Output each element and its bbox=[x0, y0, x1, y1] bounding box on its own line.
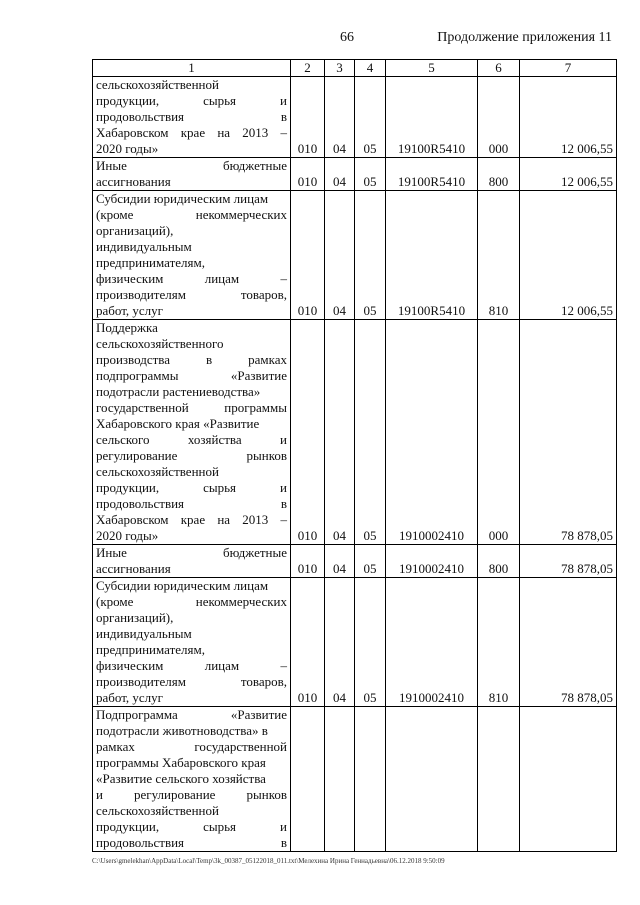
item-name-word: в bbox=[280, 109, 287, 124]
table-row bbox=[93, 77, 617, 158]
item-name-line bbox=[96, 239, 287, 255]
column-number: 6 bbox=[478, 60, 520, 77]
item-name-line bbox=[96, 642, 287, 658]
item-name-word: предпринимателям, bbox=[96, 642, 205, 657]
item-name-word: 2013 bbox=[242, 125, 269, 140]
item-name-word: рынков bbox=[246, 787, 287, 802]
item-name-word: (кроме bbox=[96, 207, 134, 222]
item-name-word: некоммерческих bbox=[195, 207, 287, 222]
item-name-line bbox=[96, 771, 287, 787]
expense-kind-cell: 810 bbox=[478, 578, 520, 707]
item-name-word: подотрасли животноводства» в bbox=[96, 723, 268, 738]
item-name-word: работ, услуг bbox=[96, 690, 164, 705]
section-cell: 04 bbox=[325, 158, 355, 191]
item-name-word: и bbox=[280, 480, 287, 495]
item-name-word: регулирование bbox=[96, 448, 178, 463]
item-name-word: 2013 bbox=[242, 512, 269, 527]
item-name-line bbox=[96, 594, 287, 610]
item-name-cell bbox=[93, 578, 291, 707]
item-name-line bbox=[96, 496, 287, 512]
item-name-cell bbox=[93, 545, 291, 578]
item-name-cell bbox=[93, 191, 291, 320]
column-number: 3 bbox=[325, 60, 355, 77]
code-cell: 010 bbox=[291, 158, 325, 191]
item-name-word: крае bbox=[180, 512, 206, 527]
item-name-word: Хабаровском bbox=[96, 512, 169, 527]
amount-cell bbox=[520, 707, 617, 852]
item-name-word: 2020 годы» bbox=[96, 141, 159, 156]
item-name-line bbox=[96, 578, 287, 594]
item-name-line bbox=[96, 336, 287, 352]
item-name-line bbox=[96, 803, 287, 819]
code-cell: 010 bbox=[291, 320, 325, 545]
item-name-line bbox=[96, 739, 287, 755]
target-item-cell: 1910002410 bbox=[386, 578, 478, 707]
item-name-word: товаров, bbox=[240, 674, 287, 689]
item-name-line bbox=[96, 416, 287, 432]
item-name-word: программы bbox=[224, 400, 287, 415]
item-name-line bbox=[96, 191, 287, 207]
section-cell: 04 bbox=[325, 77, 355, 158]
table-row bbox=[93, 545, 617, 578]
code-cell: 010 bbox=[291, 578, 325, 707]
item-name-word: Поддержка bbox=[96, 320, 158, 335]
section-cell: 04 bbox=[325, 578, 355, 707]
item-name-line bbox=[96, 561, 287, 577]
target-item-cell: 1910002410 bbox=[386, 320, 478, 545]
item-name-word: индивидуальным bbox=[96, 239, 192, 254]
item-name-word: крае bbox=[180, 125, 206, 140]
item-name-line bbox=[96, 528, 287, 544]
amount-cell: 12 006,55 bbox=[520, 191, 617, 320]
item-name-word: сырья bbox=[203, 819, 237, 834]
item-name-word: – bbox=[280, 125, 287, 140]
table-row bbox=[93, 158, 617, 191]
table-row bbox=[93, 191, 617, 320]
item-name-word: некоммерческих bbox=[195, 594, 287, 609]
item-name-line bbox=[96, 432, 287, 448]
item-name-word: сырья bbox=[203, 93, 237, 108]
item-name-word: индивидуальным bbox=[96, 626, 192, 641]
code-cell: 010 bbox=[291, 545, 325, 578]
column-number-row bbox=[93, 60, 617, 77]
expense-kind-cell: 810 bbox=[478, 191, 520, 320]
item-name-line bbox=[96, 303, 287, 319]
item-name-line bbox=[96, 384, 287, 400]
item-name-word: подотрасли растениеводства» bbox=[96, 384, 261, 399]
item-name-word: организаций), bbox=[96, 610, 174, 625]
item-name-line bbox=[96, 352, 287, 368]
item-name-word: Субсидии юридическим лицам bbox=[96, 191, 269, 206]
item-name-word: бюджетные bbox=[222, 158, 287, 173]
item-name-word: предпринимателям, bbox=[96, 255, 205, 270]
item-name-word: сырья bbox=[203, 480, 237, 495]
item-name-word: «Развитие bbox=[230, 368, 287, 383]
item-name-line bbox=[96, 755, 287, 771]
item-name-word: товаров, bbox=[240, 287, 287, 302]
item-name-line bbox=[96, 271, 287, 287]
item-name-line bbox=[96, 464, 287, 480]
item-name-word: и bbox=[280, 93, 287, 108]
target-item-cell: 19100R5410 bbox=[386, 158, 478, 191]
item-name-line bbox=[96, 320, 287, 336]
item-name-word: государственной bbox=[96, 400, 189, 415]
item-name-line bbox=[96, 207, 287, 223]
item-name-word: Подпрограмма bbox=[96, 707, 178, 722]
item-name-word: сельскохозяйственного bbox=[96, 336, 224, 351]
subsection-cell: 05 bbox=[355, 578, 386, 707]
item-name-word: производителям bbox=[96, 674, 186, 689]
item-name-word: Субсидии юридическим лицам bbox=[96, 578, 269, 593]
table-row bbox=[93, 578, 617, 707]
item-name-word: государственной bbox=[194, 739, 287, 754]
item-name-word: рамках bbox=[96, 739, 135, 754]
amount-cell: 78 878,05 bbox=[520, 320, 617, 545]
item-name-line bbox=[96, 512, 287, 528]
item-name-line bbox=[96, 658, 287, 674]
table-row bbox=[93, 707, 617, 852]
item-name-line bbox=[96, 448, 287, 464]
item-name-line bbox=[96, 141, 287, 157]
table-row bbox=[93, 320, 617, 545]
item-name-line bbox=[96, 125, 287, 141]
item-name-word: хозяйства bbox=[187, 432, 242, 447]
item-name-line bbox=[96, 400, 287, 416]
item-name-word: – bbox=[280, 512, 287, 527]
item-name-line bbox=[96, 480, 287, 496]
item-name-cell bbox=[93, 707, 291, 852]
item-name-line bbox=[96, 835, 287, 851]
amount-cell: 78 878,05 bbox=[520, 545, 617, 578]
column-number: 4 bbox=[355, 60, 386, 77]
item-name-word: Хабаровского края «Развитие bbox=[96, 416, 260, 431]
target-item-cell: 1910002410 bbox=[386, 545, 478, 578]
item-name-line bbox=[96, 77, 287, 93]
item-name-word: работ, услуг bbox=[96, 303, 164, 318]
item-name-cell bbox=[93, 158, 291, 191]
item-name-word: продукции, bbox=[96, 480, 160, 495]
item-name-line bbox=[96, 610, 287, 626]
item-name-word: и bbox=[96, 787, 103, 802]
expense-kind-cell bbox=[478, 707, 520, 852]
item-name-line bbox=[96, 723, 287, 739]
item-name-line bbox=[96, 109, 287, 125]
budget-table bbox=[92, 59, 617, 852]
subsection-cell: 05 bbox=[355, 545, 386, 578]
item-name-line bbox=[96, 545, 287, 561]
item-name-line bbox=[96, 819, 287, 835]
item-name-line bbox=[96, 368, 287, 384]
item-name-word: – bbox=[280, 658, 287, 673]
item-name-word: физическим bbox=[96, 658, 164, 673]
item-name-word: в bbox=[280, 496, 287, 511]
item-name-line bbox=[96, 690, 287, 706]
section-cell: 04 bbox=[325, 191, 355, 320]
item-name-line bbox=[96, 158, 287, 174]
amount-cell: 12 006,55 bbox=[520, 158, 617, 191]
item-name-word: ассигнования bbox=[96, 561, 171, 576]
item-name-word: продовольствия bbox=[96, 109, 185, 124]
expense-kind-cell: 800 bbox=[478, 545, 520, 578]
item-name-cell bbox=[93, 77, 291, 158]
section-cell bbox=[325, 707, 355, 852]
page-number: 66 bbox=[340, 30, 354, 45]
item-name-word: 2020 годы» bbox=[96, 528, 159, 543]
item-name-word: лицам bbox=[204, 658, 240, 673]
item-name-word: регулирование bbox=[134, 787, 216, 802]
item-name-word: на bbox=[217, 125, 231, 140]
code-cell: 010 bbox=[291, 191, 325, 320]
item-name-cell bbox=[93, 320, 291, 545]
item-name-word: сельскохозяйственной bbox=[96, 803, 219, 818]
item-name-word: сельскохозяйственной bbox=[96, 77, 219, 92]
subsection-cell: 05 bbox=[355, 77, 386, 158]
item-name-word: «Развитие сельского хозяйства bbox=[96, 771, 266, 786]
item-name-word: продовольствия bbox=[96, 835, 185, 850]
section-cell: 04 bbox=[325, 545, 355, 578]
column-number: 1 bbox=[93, 60, 291, 77]
column-number: 5 bbox=[386, 60, 478, 77]
subsection-cell: 05 bbox=[355, 158, 386, 191]
subsection-cell: 05 bbox=[355, 320, 386, 545]
expense-kind-cell: 000 bbox=[478, 320, 520, 545]
item-name-word: производителям bbox=[96, 287, 186, 302]
item-name-line bbox=[96, 223, 287, 239]
item-name-word: рынков bbox=[246, 448, 287, 463]
column-number: 2 bbox=[291, 60, 325, 77]
item-name-line bbox=[96, 93, 287, 109]
item-name-word: продовольствия bbox=[96, 496, 185, 511]
expense-kind-cell: 800 bbox=[478, 158, 520, 191]
item-name-word: в bbox=[280, 835, 287, 850]
item-name-line bbox=[96, 174, 287, 190]
item-name-word: на bbox=[217, 512, 231, 527]
item-name-word: лицам bbox=[204, 271, 240, 286]
amount-cell: 12 006,55 bbox=[520, 77, 617, 158]
item-name-word: бюджетные bbox=[222, 545, 287, 560]
code-cell bbox=[291, 707, 325, 852]
item-name-word: – bbox=[280, 271, 287, 286]
section-cell: 04 bbox=[325, 320, 355, 545]
subsection-cell: 05 bbox=[355, 191, 386, 320]
item-name-word: и bbox=[280, 819, 287, 834]
item-name-word: рамках bbox=[248, 352, 287, 367]
code-cell: 010 bbox=[291, 77, 325, 158]
item-name-line bbox=[96, 707, 287, 723]
item-name-line bbox=[96, 626, 287, 642]
target-item-cell: 19100R5410 bbox=[386, 77, 478, 158]
item-name-word: в bbox=[206, 352, 213, 367]
item-name-word: производства bbox=[96, 352, 171, 367]
file-path-footer: C:\Users\gmelekhan\AppData\Local\Temp\3k_00387_05122018_011.txt\Мелехина Ирина Геннадьевна\06.12.2018 9:50:09 bbox=[92, 857, 445, 865]
item-name-word: Иные bbox=[96, 545, 127, 560]
item-name-word: программы Хабаровского края bbox=[96, 755, 266, 770]
item-name-line bbox=[96, 255, 287, 271]
item-name-word: продукции, bbox=[96, 819, 160, 834]
target-item-cell bbox=[386, 707, 478, 852]
column-number: 7 bbox=[520, 60, 617, 77]
item-name-line bbox=[96, 787, 287, 803]
target-item-cell: 19100R5410 bbox=[386, 191, 478, 320]
item-name-line bbox=[96, 674, 287, 690]
item-name-word: Хабаровском bbox=[96, 125, 169, 140]
item-name-word: ассигнования bbox=[96, 174, 171, 189]
item-name-word: и bbox=[280, 432, 287, 447]
item-name-word: (кроме bbox=[96, 594, 134, 609]
subsection-cell bbox=[355, 707, 386, 852]
item-name-word: Иные bbox=[96, 158, 127, 173]
item-name-word: продукции, bbox=[96, 93, 160, 108]
item-name-word: «Развитие bbox=[230, 707, 287, 722]
item-name-word: сельскохозяйственной bbox=[96, 464, 219, 479]
continuation-label: Продолжение приложения 11 bbox=[437, 30, 612, 45]
item-name-word: подпрограммы bbox=[96, 368, 179, 383]
item-name-word: сельского bbox=[96, 432, 150, 447]
item-name-word: физическим bbox=[96, 271, 164, 286]
item-name-word: организаций), bbox=[96, 223, 174, 238]
expense-kind-cell: 000 bbox=[478, 77, 520, 158]
amount-cell: 78 878,05 bbox=[520, 578, 617, 707]
item-name-line bbox=[96, 287, 287, 303]
